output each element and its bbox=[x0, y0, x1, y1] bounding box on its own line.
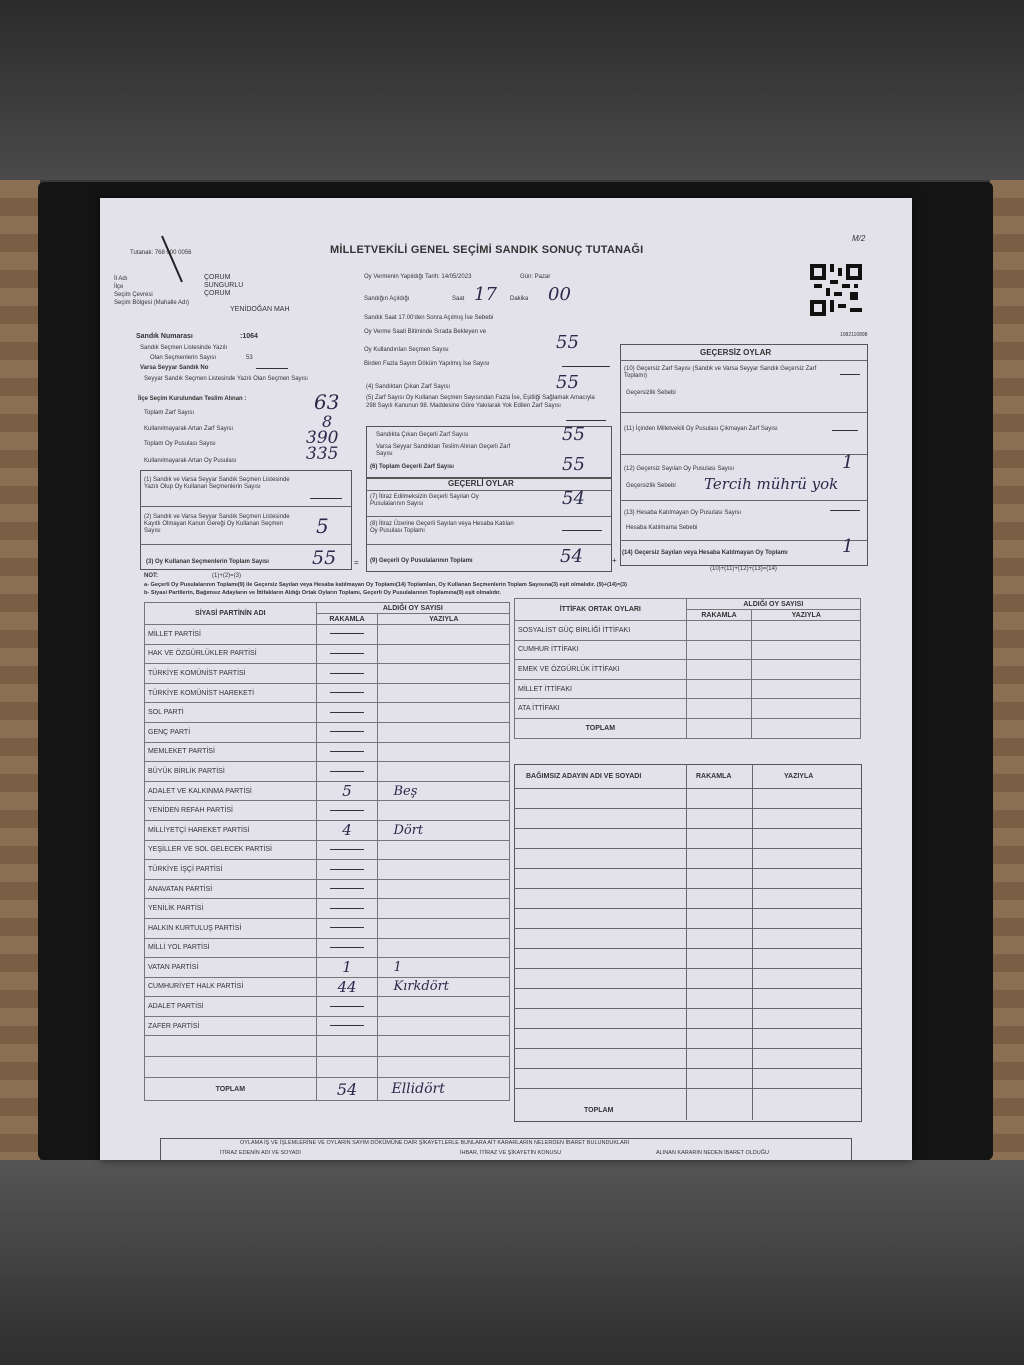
empty-dash bbox=[330, 947, 364, 948]
party-votes-text bbox=[378, 820, 510, 840]
party-name: ANAVATAN PARTİSİ bbox=[145, 879, 317, 899]
empty-dash bbox=[330, 751, 364, 752]
table-row bbox=[145, 801, 510, 821]
independent-text-header: YAZIYLA bbox=[784, 773, 814, 780]
late-reason-label: Sandık Saat 17.00'den Sonra Açılmış İse Sebebi bbox=[364, 315, 494, 321]
box-divider bbox=[366, 516, 611, 517]
table-row bbox=[145, 977, 510, 997]
empty-dash bbox=[330, 1025, 364, 1026]
independent-header: BAĞIMSIZ ADAYIN ADI VE SOYADI bbox=[526, 773, 642, 780]
independent-col-line bbox=[752, 764, 753, 1120]
box-divider bbox=[366, 544, 611, 545]
complaint-col3: ALINAN KARARIN NEDEN İBARET OLDUĞU bbox=[656, 1150, 769, 1156]
pusula-value: 390 bbox=[306, 428, 339, 448]
alliance-row bbox=[515, 699, 861, 719]
alliance-name: ATA İTTİFAKI bbox=[515, 699, 687, 719]
independent-row-line bbox=[514, 788, 861, 789]
party-votes-num bbox=[316, 664, 378, 684]
party-votes-text bbox=[378, 879, 510, 899]
alliance-name: CUMHUR İTTİFAKI bbox=[515, 640, 687, 660]
independent-row-line bbox=[514, 1008, 861, 1009]
g11-dash bbox=[832, 430, 858, 431]
party-name: TÜRKİYE İŞÇİ PARTİSİ bbox=[145, 860, 317, 880]
empty-cell bbox=[686, 621, 752, 641]
empty-cell bbox=[316, 1057, 378, 1078]
table-row bbox=[145, 1016, 510, 1036]
cevre-value: ÇORUM bbox=[204, 290, 231, 297]
empty-cell bbox=[686, 679, 752, 699]
party-votes-text bbox=[378, 977, 510, 997]
vote-number-handwritten: 5 bbox=[342, 782, 352, 801]
box-divider bbox=[620, 412, 867, 413]
gecerli-title: GEÇERLİ OYLAR bbox=[448, 479, 514, 488]
z6-label: (6) Toplam Geçerli Zarf Sayısı bbox=[370, 464, 454, 470]
vote-number-handwritten: 4 bbox=[342, 821, 352, 840]
votes-num-header: RAKAMLA bbox=[316, 614, 378, 625]
party-votes-text bbox=[378, 801, 510, 821]
total-text-handwritten: Ellidört bbox=[391, 1081, 445, 1098]
party-name: HALKIN KURTULUŞ PARTİSİ bbox=[145, 918, 317, 938]
party-votes-text bbox=[378, 781, 510, 801]
party-votes-text bbox=[378, 918, 510, 938]
party-votes-num bbox=[316, 938, 378, 958]
table-row bbox=[145, 840, 510, 860]
art-zarf-label: Kullanılmayarak Artan Zarf Sayısı bbox=[144, 426, 234, 432]
box-divider bbox=[620, 360, 867, 361]
empty-dash bbox=[330, 653, 364, 654]
empty-cell bbox=[145, 1057, 317, 1078]
table-row bbox=[145, 958, 510, 978]
equals-sign: = bbox=[354, 558, 359, 567]
party-name: ADALET VE KALKINMA PARTİSİ bbox=[145, 781, 317, 801]
party-votes-num bbox=[316, 742, 378, 762]
party-name: MİLLET PARTİSİ bbox=[145, 625, 317, 645]
alliance-table bbox=[514, 598, 861, 739]
empty-cell bbox=[686, 718, 752, 738]
party-name: MİLLİ YOL PARTİSİ bbox=[145, 938, 317, 958]
party-name: SOL PARTİ bbox=[145, 703, 317, 723]
olan-label: Olan Seçmenlerin Sayısı bbox=[150, 355, 217, 361]
party-name: VATAN PARTİSİ bbox=[145, 958, 317, 978]
zarf-label: Toplam Zarf Sayısı bbox=[144, 410, 195, 416]
table-row bbox=[145, 899, 510, 919]
box-divider bbox=[140, 506, 351, 507]
empty-cell bbox=[752, 660, 861, 680]
votes-group-header: ALDIĞI OY SAYISI bbox=[316, 603, 509, 614]
independent-row-line bbox=[514, 948, 861, 949]
doc-number: Tutanak: 768 000 0056 bbox=[130, 250, 192, 256]
table-row bbox=[145, 644, 510, 664]
alliance-name-header: İTTİFAK ORTAK OYLARI bbox=[515, 599, 687, 621]
total-num-handwritten: 54 bbox=[336, 1079, 358, 1099]
table-row bbox=[145, 879, 510, 899]
empty-dash bbox=[330, 673, 364, 674]
empty-cell bbox=[752, 718, 861, 738]
party-votes-text bbox=[378, 742, 510, 762]
art-zarf-value: 8 bbox=[322, 412, 333, 431]
table-row bbox=[145, 781, 510, 801]
empty-cell bbox=[752, 621, 861, 641]
left-formula: (1)+(2)=(3) bbox=[212, 573, 242, 579]
alliance-row bbox=[515, 640, 861, 660]
party-votes-text bbox=[378, 938, 510, 958]
qr-code-icon bbox=[810, 263, 862, 317]
g-formula: (10)+(11)+(12)+(13)=(14) bbox=[710, 566, 777, 572]
hour-label: Saat bbox=[452, 296, 465, 302]
party-votes-num bbox=[316, 820, 378, 840]
listede-label: Sandık Seçmen Listesinde Yazılı bbox=[140, 345, 228, 351]
o9-label: (9) Geçerli Oy Pusulalarının Toplamı bbox=[370, 558, 473, 564]
g10-label: (10) Geçersiz Zarf Sayısı (Sandık ve Varsa Seyyar Sandık Geçersiz Zarf Toplamı) bbox=[624, 366, 817, 379]
party-name: YENİDEN REFAH PARTİSİ bbox=[145, 801, 317, 821]
independent-row-line bbox=[514, 1028, 861, 1029]
party-name-header: SİYASİ PARTİNİN ADI bbox=[145, 603, 317, 625]
alliance-name: MİLLET İTTİFAKI bbox=[515, 679, 687, 699]
barcode-number: 1082110898 bbox=[840, 332, 868, 338]
alliance-row bbox=[515, 621, 861, 641]
party-name: YENİLİK PARTİSİ bbox=[145, 899, 317, 919]
plus-sign: + bbox=[612, 556, 617, 565]
box-divider bbox=[140, 544, 351, 545]
o9-value: 54 bbox=[560, 546, 583, 567]
empty-dash bbox=[330, 692, 364, 693]
party-name: ZAFER PARTİSİ bbox=[145, 1016, 317, 1036]
party-votes-text bbox=[378, 683, 510, 703]
il-value: ÇORUM bbox=[204, 274, 231, 281]
table-row bbox=[145, 742, 510, 762]
party-name: MEMLEKET PARTİSİ bbox=[145, 742, 317, 762]
complaint-col1: İTİRAZ EDENİN ADI VE SOYADI bbox=[220, 1150, 301, 1156]
teslim-title: İlçe Seçim Kurulundan Teslim Alınan : bbox=[138, 396, 247, 402]
voted-value: 55 bbox=[556, 332, 579, 353]
party-votes-text bbox=[378, 899, 510, 919]
table-row bbox=[145, 703, 510, 723]
g13-dash bbox=[830, 510, 860, 511]
alliance-text-header: YAZIYLA bbox=[752, 610, 861, 621]
empty-cell bbox=[686, 640, 752, 660]
party-votes-num bbox=[316, 899, 378, 919]
recount-dash bbox=[562, 366, 610, 367]
party-votes-num bbox=[316, 644, 378, 664]
table-row bbox=[145, 625, 510, 645]
note-b: b- Siyasi Partilerin, Bağımsız Adayların ve İttifakların Aldığı Ortak Oyların Toplamı, Geçerli Oy Pusulalarının Toplamına(9) eşit olmalıdır. bbox=[144, 590, 501, 596]
party-votes-num bbox=[316, 683, 378, 703]
party-name: BÜYÜK BİRLİK PARTİSİ bbox=[145, 762, 317, 782]
total-text bbox=[378, 1078, 510, 1101]
z5-label: (5) Zarf Sayısı Oy Kullanan Seçmen Sayısından Fazla İse, Eşitliği Sağlamak Amacıyla 298 Sayılı Kanunun 98. Maddesine Göre Yakılarak Yok Edilen Zarf Sayısı bbox=[366, 395, 595, 409]
box-divider bbox=[620, 454, 867, 455]
box2-label: (2) Sandık ve Varsa Seyyar Sandık Seçmen Listesinde Kayıtlı Olmayan Kanun Gereği Oy Kullanan Seçmen Sayısı bbox=[144, 514, 290, 534]
table-row bbox=[145, 997, 510, 1017]
g13-label: (13) Hesaba Katılmayan Oy Pusulası Sayısı bbox=[624, 510, 742, 516]
vote-text-handwritten: Dört bbox=[393, 822, 424, 838]
location-values bbox=[204, 274, 243, 298]
party-votes-num bbox=[316, 781, 378, 801]
independent-row-line bbox=[514, 928, 861, 929]
minute-value: 00 bbox=[548, 284, 571, 305]
vote-number-handwritten: 1 bbox=[342, 958, 352, 977]
votes-text-header: YAZIYLA bbox=[378, 614, 510, 625]
pusula-label: Toplam Oy Pusulası Sayısı bbox=[144, 441, 216, 447]
alliance-total-row bbox=[515, 718, 861, 738]
background-top bbox=[0, 0, 1024, 180]
ilce-value: SUNGURLU bbox=[204, 282, 244, 289]
party-votes-num bbox=[316, 958, 378, 978]
alliance-name: EMEK VE ÖZGÜRLÜK İTTİFAKI bbox=[515, 660, 687, 680]
party-votes-num bbox=[316, 879, 378, 899]
seyyar-liste-label: Seyyar Sandık Seçmen Listesinde Yazılı Olan Seçmen Sayısı bbox=[144, 376, 308, 382]
party-votes-num bbox=[316, 977, 378, 997]
g12-value: 1 bbox=[842, 452, 854, 473]
empty-cell bbox=[378, 1057, 510, 1078]
independent-total-label: TOPLAM bbox=[584, 1107, 614, 1114]
empty-dash bbox=[330, 888, 364, 889]
table-row bbox=[145, 664, 510, 684]
day-label: Gün: Pazar bbox=[520, 274, 551, 280]
zarf-value: 63 bbox=[314, 390, 340, 414]
party-votes-text bbox=[378, 840, 510, 860]
party-votes-text bbox=[378, 762, 510, 782]
g11-label: (11) İçinden Milletvekili Oy Pusulası Çıkmayan Zarf Sayısı bbox=[624, 426, 778, 432]
box1-label: (1) Sandık ve Varsa Seyyar Sandık Seçmen Listesinde Yazılı Olup Oy Kullanan Seçmenlerin Sayısı bbox=[144, 477, 290, 490]
box-divider bbox=[620, 500, 867, 501]
party-name: YEŞİLLER VE SOL GELECEK PARTİSİ bbox=[145, 840, 317, 860]
g12-sebep-label: Geçersizlik Sebebi bbox=[626, 483, 676, 489]
background-bottom bbox=[0, 1160, 1024, 1365]
olan-value: 53 bbox=[246, 355, 253, 361]
party-votes-num bbox=[316, 722, 378, 742]
party-votes-text bbox=[378, 664, 510, 684]
independent-row-line bbox=[514, 868, 861, 869]
g10-dash bbox=[840, 374, 860, 375]
form-code: M/2 bbox=[852, 234, 866, 243]
empty-dash bbox=[330, 712, 364, 713]
recount-label: Birden Fazla Sayım Döküm Yapılmış İse Sayısı bbox=[364, 361, 490, 367]
party-votes-text bbox=[378, 703, 510, 723]
art-pusula-value: 335 bbox=[306, 444, 339, 464]
party-name: GENÇ PARTİ bbox=[145, 722, 317, 742]
alliance-name: SOSYALİST GÜÇ BİRLİĞİ İTTİFAKI bbox=[515, 621, 687, 641]
party-name: TÜRKİYE KOMÜNİST PARTİSİ bbox=[145, 664, 317, 684]
wood-surface-right bbox=[990, 180, 1024, 1160]
g13-sebep-label: Hesaba Katılmama Sebebi bbox=[626, 525, 698, 531]
z4-value: 55 bbox=[556, 372, 579, 393]
empty-dash bbox=[330, 1006, 364, 1007]
alliance-row bbox=[515, 660, 861, 680]
seyyar-no-label: Varsa Seyyar Sandık No bbox=[140, 365, 209, 371]
sandik-no-label: Sandık Numarası bbox=[136, 333, 193, 340]
empty-cell bbox=[752, 699, 861, 719]
g12-label: (12) Geçersiz Sayılan Oy Pusulası Sayısı bbox=[624, 466, 735, 472]
independent-row-line bbox=[514, 908, 861, 909]
empty-dash bbox=[330, 908, 364, 909]
cevre-label: Seçim Çevresi bbox=[114, 292, 153, 298]
party-name: MİLLİYETÇİ HAREKET PARTİSİ bbox=[145, 820, 317, 840]
voted-label: Oy Kullandırılan Seçmen Sayısı bbox=[364, 347, 449, 353]
vote-number-handwritten: 44 bbox=[337, 977, 357, 996]
party-votes-text bbox=[378, 644, 510, 664]
party-votes-num bbox=[316, 997, 378, 1017]
g12-sebep-value: Tercih mührü yok bbox=[704, 475, 839, 493]
empty-dash bbox=[330, 869, 364, 870]
table-row bbox=[145, 820, 510, 840]
box2-value: 5 bbox=[316, 514, 329, 538]
independent-row-line bbox=[514, 1088, 861, 1089]
empty-cell bbox=[752, 640, 861, 660]
z6-value: 55 bbox=[562, 454, 585, 475]
party-votes-num bbox=[316, 1016, 378, 1036]
empty-cell bbox=[686, 660, 752, 680]
o7-value: 54 bbox=[562, 488, 585, 509]
empty-cell bbox=[145, 1036, 317, 1057]
alliance-total-label: TOPLAM bbox=[515, 718, 687, 738]
independent-row-line bbox=[514, 1068, 861, 1069]
empty-cell bbox=[378, 1036, 510, 1057]
party-votes-text bbox=[378, 860, 510, 880]
party-votes-num bbox=[316, 840, 378, 860]
parties-table bbox=[144, 602, 510, 1101]
party-name: ADALET PARTİSİ bbox=[145, 997, 317, 1017]
location-labels bbox=[114, 275, 189, 307]
table-row bbox=[145, 938, 510, 958]
box1-dash bbox=[310, 498, 342, 499]
independent-row-line bbox=[514, 848, 861, 849]
empty-dash bbox=[330, 731, 364, 732]
vote-text-handwritten: Beş bbox=[393, 783, 418, 799]
party-votes-num bbox=[316, 703, 378, 723]
table-row bbox=[145, 860, 510, 880]
z5-dash bbox=[566, 420, 606, 421]
alliance-votes-group-header: ALDIĞI OY SAYISI bbox=[686, 599, 860, 610]
o8-label: (8) İtiraz Üzerine Geçerli Sayılan veya Hesaba Katılan Oy Pusulası Toplamı bbox=[370, 521, 514, 534]
party-votes-num bbox=[316, 625, 378, 645]
party-votes-text bbox=[378, 997, 510, 1017]
opened-label: Sandığın Açıldığı bbox=[364, 296, 410, 302]
total-label: TOPLAM bbox=[145, 1078, 317, 1101]
empty-dash bbox=[330, 927, 364, 928]
minute-label: Dakika bbox=[510, 296, 529, 302]
bolge-label: Seçim Bölgesi (Mahalle Adı) bbox=[114, 300, 190, 306]
independent-row-line bbox=[514, 888, 861, 889]
independent-row-line bbox=[514, 828, 861, 829]
note-a: a- Geçerli Oy Pusulalarının Toplamı(9) ile Geçersiz Sayılan veya Hesaba katılmayan Oy Toplamı(14) Toplamları, Oy Kullanan Seçmenlerin Toplam Sayısına(3) eşit olmalıdır. (9)+(14)=(3) bbox=[144, 582, 627, 588]
waiting-label: Oy Verme Saati Bitiminde Sırada Bekleyen ve bbox=[364, 329, 487, 335]
table-row bbox=[145, 683, 510, 703]
empty-cell bbox=[686, 699, 752, 719]
party-votes-text bbox=[378, 625, 510, 645]
party-name: CUMHURİYET HALK PARTİSİ bbox=[145, 977, 317, 997]
complaint-col2: İHBAR, İTİRAZ VE ŞİKAYETİN KONUSU bbox=[460, 1150, 562, 1156]
empty-dash bbox=[330, 810, 364, 811]
complaints-title: OYLAMA İŞ VE İŞLEMLERİNE VE OYLARIN SAYIM DÖKÜMÜNE DAİR ŞİKAYETLERLE BUNLARA AİT KARARLARIN NELERDEN İBARET BULUNDUKLARI bbox=[240, 1140, 630, 1146]
empty-dash bbox=[330, 849, 364, 850]
alliance-num-header: RAKAMLA bbox=[686, 610, 752, 621]
vote-text-handwritten: Kırkdört bbox=[393, 979, 450, 995]
party-votes-text bbox=[378, 1016, 510, 1036]
party-votes-num bbox=[316, 918, 378, 938]
sandik-no-value: :1064 bbox=[240, 333, 258, 340]
independent-row-line bbox=[514, 968, 861, 969]
empty-cell bbox=[316, 1036, 378, 1057]
party-name: TÜRKİYE KOMÜNİST HAREKETİ bbox=[145, 683, 317, 703]
total-row bbox=[145, 1078, 510, 1101]
ilce-label: İlçe bbox=[114, 284, 124, 290]
date-label: Oy Vermenin Yapıldığı Tarih: 14/05/2023 bbox=[364, 274, 472, 280]
g10-sebep-label: Geçersizlik Sebebi bbox=[626, 390, 676, 396]
party-votes-text bbox=[378, 722, 510, 742]
party-votes-num bbox=[316, 860, 378, 880]
result-form bbox=[100, 198, 912, 1160]
o7-label: (7) İtiraz Edilmeksizin Geçerli Sayılan Oy Pusulalarının Sayısı bbox=[370, 494, 479, 507]
party-votes-num bbox=[316, 801, 378, 821]
independent-num-header: RAKAMLA bbox=[696, 773, 732, 780]
independent-row-line bbox=[514, 1048, 861, 1049]
table-row bbox=[145, 762, 510, 782]
alliance-row bbox=[515, 679, 861, 699]
box3-value: 55 bbox=[312, 547, 337, 569]
independent-col-line bbox=[686, 764, 687, 1120]
party-votes-text bbox=[378, 958, 510, 978]
box-divider bbox=[620, 540, 867, 541]
party-name: HAK VE ÖZGÜRLÜKLER PARTİSİ bbox=[145, 644, 317, 664]
gecerli-zarf-label: Sandıkta Çıkan Geçerli Zarf Sayısı bbox=[376, 432, 469, 438]
seyyar-no-dash bbox=[256, 368, 288, 369]
art-pusula-label: Kullanılmayarak Artan Oy Pusulası bbox=[144, 458, 237, 464]
empty-dash bbox=[330, 633, 364, 634]
seyyar-zarf-label: Varsa Seyyar Sandıktan Teslim Alınan Geçerli Zarf Sayısı bbox=[376, 444, 511, 457]
g14-value: 1 bbox=[842, 536, 854, 557]
hour-value: 17 bbox=[474, 284, 497, 305]
g14-label: (14) Geçersiz Sayılan veya Hesaba Katılmayan Oy Toplamı bbox=[622, 550, 788, 556]
il-label: İl Adı bbox=[114, 276, 128, 282]
party-votes-num bbox=[316, 762, 378, 782]
box3-label: (3) Oy Kullanan Seçmenlerin Toplam Sayısı bbox=[146, 559, 269, 565]
table-row bbox=[145, 918, 510, 938]
gecersiz-title: GEÇERSİZ OYLAR bbox=[700, 348, 772, 357]
not-label: NOT: bbox=[144, 573, 158, 579]
empty-dash bbox=[330, 771, 364, 772]
z4-label: (4) Sandıktan Çıkan Zarf Sayısı bbox=[366, 384, 451, 390]
independent-row-line bbox=[514, 988, 861, 989]
vote-text-handwritten: 1 bbox=[393, 959, 402, 975]
bolge-value: YENİDOĞAN MAH bbox=[230, 306, 290, 313]
total-num bbox=[316, 1078, 378, 1101]
table-row-empty bbox=[145, 1057, 510, 1078]
o8-dash bbox=[562, 530, 602, 531]
table-row bbox=[145, 722, 510, 742]
gecerli-zarf-value: 55 bbox=[562, 424, 585, 445]
form-title: MİLLETVEKİLİ GENEL SEÇİMİ SANDIK SONUÇ TUTANAĞI bbox=[330, 244, 644, 256]
wood-surface-left bbox=[0, 180, 40, 1160]
independent-row-line bbox=[514, 808, 861, 809]
table-row-empty bbox=[145, 1036, 510, 1057]
empty-cell bbox=[752, 679, 861, 699]
